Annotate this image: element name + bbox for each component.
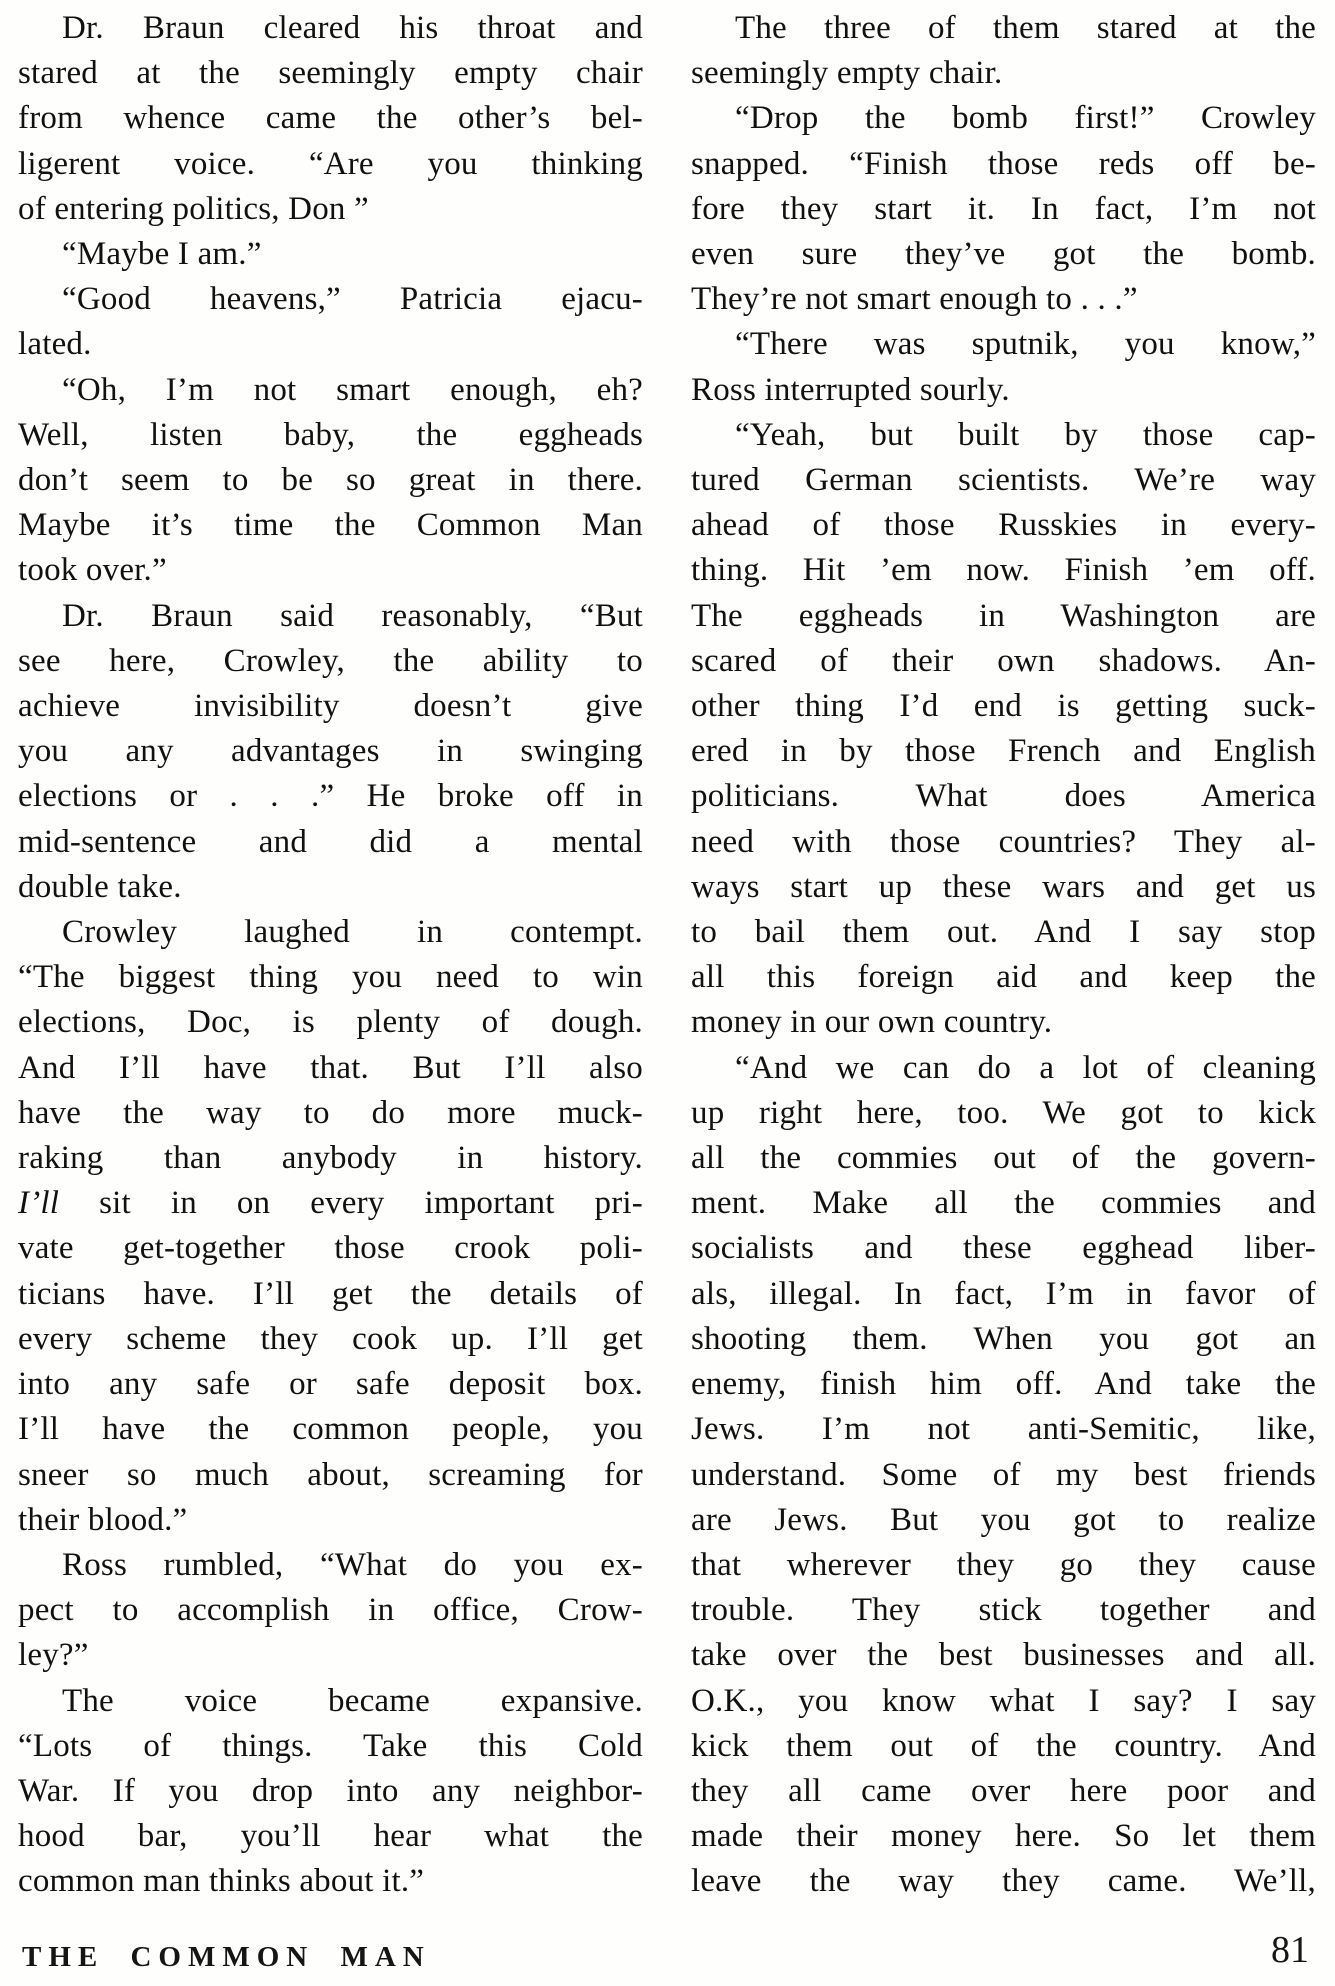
text-line: enemy, finish him off. And take the bbox=[691, 1366, 1316, 1403]
text-line: Ross interrupted sourly. bbox=[691, 371, 1010, 408]
text-line: other thing I’d end is getting suck- bbox=[691, 688, 1316, 725]
text-line: need with those countries? They al- bbox=[691, 823, 1316, 860]
text-line: snapped. “Finish those reds off be- bbox=[691, 145, 1316, 182]
text-line: their blood.” bbox=[18, 1501, 188, 1538]
text-line: Dr. Braun said reasonably, “But bbox=[62, 597, 643, 634]
text-line: ligerent voice. “Are you thinking bbox=[18, 145, 643, 182]
text-line: Ross rumbled, “What do you ex- bbox=[62, 1546, 643, 1583]
text-column-left bbox=[18, 6, 643, 1905]
text-line: made their money here. So let them bbox=[691, 1818, 1316, 1855]
text-columns bbox=[18, 6, 1320, 1905]
text-line: that wherever they go they cause bbox=[691, 1546, 1316, 1583]
text-line: ered in by those French and English bbox=[691, 733, 1316, 770]
text-line: They’re not smart enough to . . .” bbox=[691, 281, 1138, 318]
text-line: trouble. They stick together and bbox=[691, 1592, 1316, 1629]
text-line: all the commies out of the govern- bbox=[691, 1140, 1316, 1177]
text-line: ment. Make all the commies and bbox=[691, 1185, 1316, 1222]
text-line: are Jews. But you got to realize bbox=[691, 1501, 1316, 1538]
text-line: of entering politics, Don ” bbox=[18, 190, 369, 227]
text-line: double take. bbox=[18, 868, 182, 905]
text-line: don’t seem to be so great in there. bbox=[18, 462, 643, 499]
text-line: elections, Doc, is plenty of dough. bbox=[18, 1004, 643, 1041]
text-line: even sure they’ve got the bomb. bbox=[691, 236, 1316, 273]
text-line: have the way to do more muck- bbox=[18, 1094, 643, 1131]
text-line: “The biggest thing you need to win bbox=[18, 959, 643, 996]
text-line: “Oh, I’m not smart enough, eh? bbox=[62, 371, 643, 408]
text-line: up right here, too. We got to kick bbox=[691, 1094, 1316, 1131]
text-line: “Yeah, but built by those cap- bbox=[735, 416, 1316, 453]
text-line: stared at the seemingly empty chair bbox=[18, 55, 643, 92]
text-line: see here, Crowley, the ability to bbox=[18, 642, 643, 679]
text-line: tured German scientists. We’re way bbox=[691, 462, 1316, 499]
text-line: vate get-together those crook poli- bbox=[18, 1230, 643, 1267]
text-line: thing. Hit ’em now. Finish ’em off. bbox=[691, 552, 1316, 589]
text-line: every scheme they cook up. I’ll get bbox=[18, 1320, 643, 1357]
text-line: I’ll sit in on every important pri- bbox=[18, 1185, 643, 1222]
text-line: The eggheads in Washington are bbox=[691, 597, 1316, 634]
text-line: Maybe it’s time the Common Man bbox=[18, 507, 643, 544]
text-line: scared of their own shadows. An- bbox=[691, 642, 1316, 679]
text-line: The three of them stared at the bbox=[735, 10, 1316, 46]
text-line: understand. Some of my best friends bbox=[691, 1456, 1316, 1493]
text-line: “Lots of things. Take this Cold bbox=[18, 1727, 643, 1764]
text-line: I’ll have the common people, you bbox=[18, 1411, 643, 1448]
text-line: mid-sentence and did a mental bbox=[18, 823, 643, 860]
text-line: seemingly empty chair. bbox=[691, 55, 1003, 92]
text-line: ahead of those Russkies in every- bbox=[691, 507, 1316, 544]
text-line: ley?” bbox=[18, 1637, 89, 1674]
text-line: socialists and these egghead liber- bbox=[691, 1230, 1316, 1267]
text-line: shooting them. When you got an bbox=[691, 1320, 1316, 1357]
text-line: you any advantages in swinging bbox=[18, 733, 643, 770]
text-line: als, illegal. In fact, I’m in favor of bbox=[691, 1275, 1316, 1312]
text-line: money in our own country. bbox=[691, 1004, 1053, 1041]
page-footer bbox=[22, 1928, 1309, 1974]
text-line: “Drop the bomb first!” Crowley bbox=[735, 100, 1316, 137]
text-line: “Good heavens,” Patricia ejacu- bbox=[62, 281, 643, 318]
text-line: fore they start it. In fact, I’m not bbox=[691, 190, 1316, 227]
text-line: kick them out of the country. And bbox=[691, 1727, 1316, 1764]
text-line: lated. bbox=[18, 326, 92, 363]
text-line: hood bar, you’ll hear what the bbox=[18, 1818, 643, 1855]
text-line: Well, listen baby, the eggheads bbox=[18, 416, 643, 453]
text-line: War. If you drop into any neighbor- bbox=[18, 1772, 643, 1809]
text-line: “There was sputnik, you know,” bbox=[735, 326, 1316, 363]
text-line: to bail them out. And I say stop bbox=[691, 914, 1316, 951]
text-line: pect to accomplish in office, Crow- bbox=[18, 1592, 643, 1629]
text-line: ways start up these wars and get us bbox=[691, 868, 1316, 905]
text-column-right bbox=[691, 6, 1316, 1905]
text-line: common man thinks about it.” bbox=[18, 1863, 425, 1900]
text-line: raking than anybody in history. bbox=[18, 1140, 643, 1177]
text-line: politicians. What does America bbox=[691, 778, 1316, 815]
text-line: achieve invisibility doesn’t give bbox=[18, 688, 643, 725]
text-line: Crowley laughed in contempt. bbox=[62, 914, 643, 951]
text-line: took over.” bbox=[18, 552, 167, 589]
text-line: leave the way they came. We’ll, bbox=[691, 1863, 1316, 1900]
text-line: O.K., you know what I say? I say bbox=[691, 1682, 1316, 1719]
page-number: 81 bbox=[1271, 1929, 1309, 1971]
text-line: they all came over here poor and bbox=[691, 1772, 1316, 1809]
text-line: sneer so much about, screaming for bbox=[18, 1456, 643, 1493]
text-line: And I’ll have that. But I’ll also bbox=[18, 1049, 643, 1086]
text-line: “Maybe I am.” bbox=[62, 236, 262, 273]
text-line: Dr. Braun cleared his throat and bbox=[62, 10, 643, 46]
text-line: elections or . . .” He broke off in bbox=[18, 778, 643, 815]
text-line: into any safe or safe deposit box. bbox=[18, 1366, 643, 1403]
text-line: take over the best businesses and all. bbox=[691, 1637, 1316, 1674]
text-line: ticians have. I’ll get the details of bbox=[18, 1275, 643, 1312]
text-line: The voice became expansive. bbox=[62, 1682, 643, 1719]
running-title: THE COMMON MAN bbox=[22, 1941, 431, 1973]
emphasized-text: I’ll bbox=[18, 1185, 60, 1222]
text-line: “And we can do a lot of cleaning bbox=[735, 1049, 1316, 1086]
text-line: from whence came the other’s bel- bbox=[18, 100, 643, 137]
text-line: all this foreign aid and keep the bbox=[691, 959, 1316, 996]
text-line: Jews. I’m not anti-Semitic, like, bbox=[691, 1411, 1316, 1448]
